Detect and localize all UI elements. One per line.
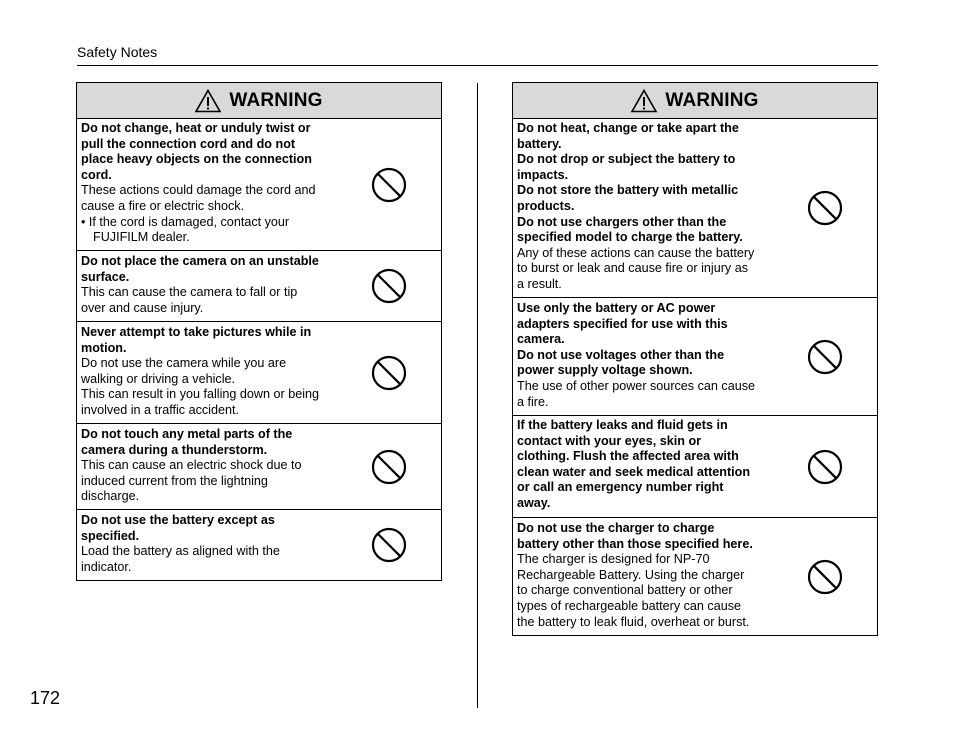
warning-emphasis-line: Do not heat, change or take apart the: [517, 121, 739, 135]
warning-emphasis-line: impacts.: [517, 167, 569, 182]
warning-description-line: This can result in you falling down or being: [81, 387, 320, 402]
warning-description-line: a result.: [517, 276, 562, 291]
warning-description-line: The charger is designed for NP-70: [517, 552, 710, 567]
warning-emphasis-line: Do not place the camera on an unstable: [81, 254, 319, 268]
warning-text: [77, 424, 337, 509]
warning-row: [77, 119, 441, 251]
prohibition-symbol-cell: [337, 119, 441, 250]
warning-text: [513, 298, 773, 415]
warning-description-line: Do not use the camera while you are: [81, 356, 287, 371]
warning-row: [513, 416, 877, 518]
warning-emphasis-line: Do not use chargers other than the: [517, 214, 727, 229]
warning-text: [77, 251, 337, 321]
warning-description-line: over and cause injury.: [81, 300, 204, 315]
prohibition-symbol-cell: [773, 119, 877, 297]
warning-description-line: This can cause the camera to fall or tip: [81, 285, 298, 300]
warning-heading: WARNING: [229, 89, 323, 111]
warning-description-line: to burst or leak and cause fire or injury as: [517, 261, 748, 276]
prohibition-symbol-cell: [773, 298, 877, 415]
warning-emphasis-line: Do not drop or subject the battery to: [517, 152, 736, 167]
warning-text: [77, 119, 337, 250]
warning-emphasis-line: motion.: [81, 340, 127, 355]
warning-text: [513, 119, 773, 297]
warning-emphasis-line: battery.: [517, 136, 562, 151]
warning-emphasis-line: power supply voltage shown.: [517, 363, 693, 378]
warning-row: [513, 518, 877, 635]
warning-rows: [77, 119, 441, 580]
prohibition-symbol-cell: [337, 510, 441, 580]
prohibited-icon: [371, 167, 407, 203]
warning-emphasis-line: Do not use the charger to charge: [517, 521, 715, 535]
warning-panel-left: [76, 82, 442, 581]
warning-heading: WARNING: [665, 89, 759, 111]
page-number: 172: [30, 688, 61, 708]
prohibition-symbol-cell: [337, 424, 441, 509]
warning-emphasis-line: away.: [517, 495, 551, 510]
prohibited-icon: [371, 268, 407, 304]
warning-emphasis-line: battery other than those specified here.: [517, 536, 753, 551]
warning-text: [513, 518, 773, 635]
warning-emphasis-line: Never attempt to take pictures while in: [81, 325, 312, 339]
prohibited-icon: [371, 527, 407, 563]
warning-description-line: discharge.: [81, 489, 140, 504]
warning-description-line: induced current from the lightning: [81, 473, 268, 488]
warning-description-line: Load the battery as aligned with the: [81, 544, 280, 559]
warning-emphasis-line: Do not touch any metal parts of the: [81, 427, 293, 441]
warning-row: [513, 119, 877, 298]
warning-description-line: This can cause an electric shock due to: [81, 458, 302, 473]
warning-emphasis-line: surface.: [81, 269, 130, 284]
warning-emphasis-line: If the battery leaks and fluid gets in: [517, 418, 728, 432]
warning-emphasis-line: cord.: [81, 167, 112, 182]
warning-panel-right: [512, 82, 878, 636]
warning-emphasis-line: adapters specified for use with this: [517, 316, 728, 331]
section-title: Safety Notes: [77, 44, 158, 60]
warning-header: [513, 83, 877, 119]
warning-emphasis-line: place heavy objects on the connection: [81, 152, 312, 167]
warning-description-line: cause a fire or electric shock.: [81, 198, 245, 213]
warning-bullet-line: • If the cord is damaged, contact your: [81, 214, 290, 229]
warning-triangle-icon: [195, 89, 221, 113]
warning-description-line: The use of other power sources can cause: [517, 378, 756, 393]
warning-emphasis-line: clothing. Flush the affected area with: [517, 449, 739, 464]
warning-text: [513, 416, 773, 517]
warning-emphasis-line: or call an emergency number right: [517, 480, 724, 495]
prohibition-symbol-cell: [773, 416, 877, 517]
warning-description-line: the battery to leak fluid, overheat or burst.: [517, 614, 750, 629]
warning-emphasis-line: clean water and seek medical attention: [517, 464, 751, 479]
prohibited-icon: [807, 339, 843, 375]
warning-description-line: Any of these actions can cause the battery: [517, 245, 755, 260]
warning-description-line: a fire.: [517, 394, 549, 409]
warning-emphasis-line: Do not use the battery except as: [81, 513, 275, 527]
prohibited-icon: [371, 355, 407, 391]
warning-row: [77, 510, 441, 580]
warning-description-line: These actions could damage the cord and: [81, 183, 316, 198]
warning-description-line: to charge conventional battery or other: [517, 583, 733, 598]
warning-text: [77, 510, 337, 580]
warning-emphasis-line: camera.: [517, 332, 565, 347]
warning-rows: [513, 119, 877, 635]
prohibited-icon: [371, 449, 407, 485]
warning-row: [77, 424, 441, 510]
prohibition-symbol-cell: [773, 518, 877, 635]
warning-text: [77, 322, 337, 423]
prohibited-icon: [807, 190, 843, 226]
warning-triangle-icon: [631, 89, 657, 113]
warning-emphasis-line: Do not store the battery with metallic: [517, 183, 739, 198]
warning-emphasis-line: specified.: [81, 528, 140, 543]
warning-emphasis-line: Do not change, heat or unduly twist or: [81, 121, 311, 135]
header-divider: [77, 65, 878, 66]
warning-description-line: indicator.: [81, 559, 132, 574]
warning-header: [77, 83, 441, 119]
warning-emphasis-line: camera during a thunderstorm.: [81, 442, 268, 457]
warning-emphasis-line: products.: [517, 198, 575, 213]
warning-emphasis-line: Do not use voltages other than the: [517, 347, 725, 362]
warning-row: [77, 322, 441, 424]
prohibition-symbol-cell: [337, 251, 441, 321]
prohibited-icon: [807, 559, 843, 595]
warning-emphasis-line: Use only the battery or AC power: [517, 301, 716, 315]
warning-description-line: Rechargeable Battery. Using the charger: [517, 567, 745, 582]
warning-emphasis-line: contact with your eyes, skin or: [517, 433, 702, 448]
column-divider: [477, 83, 478, 708]
warning-emphasis-line: pull the connection cord and do not: [81, 136, 296, 151]
warning-description-line: walking or driving a vehicle.: [81, 371, 235, 386]
warning-row: [513, 298, 877, 416]
prohibited-icon: [807, 449, 843, 485]
warning-description-line: types of rechargeable battery can cause: [517, 598, 742, 613]
warning-row: [77, 251, 441, 322]
prohibition-symbol-cell: [337, 322, 441, 423]
warning-description-line: involved in a traffic accident.: [81, 402, 239, 417]
warning-bullet-line: FUJIFILM dealer.: [93, 230, 190, 245]
warning-emphasis-line: specified model to charge the battery.: [517, 230, 743, 245]
